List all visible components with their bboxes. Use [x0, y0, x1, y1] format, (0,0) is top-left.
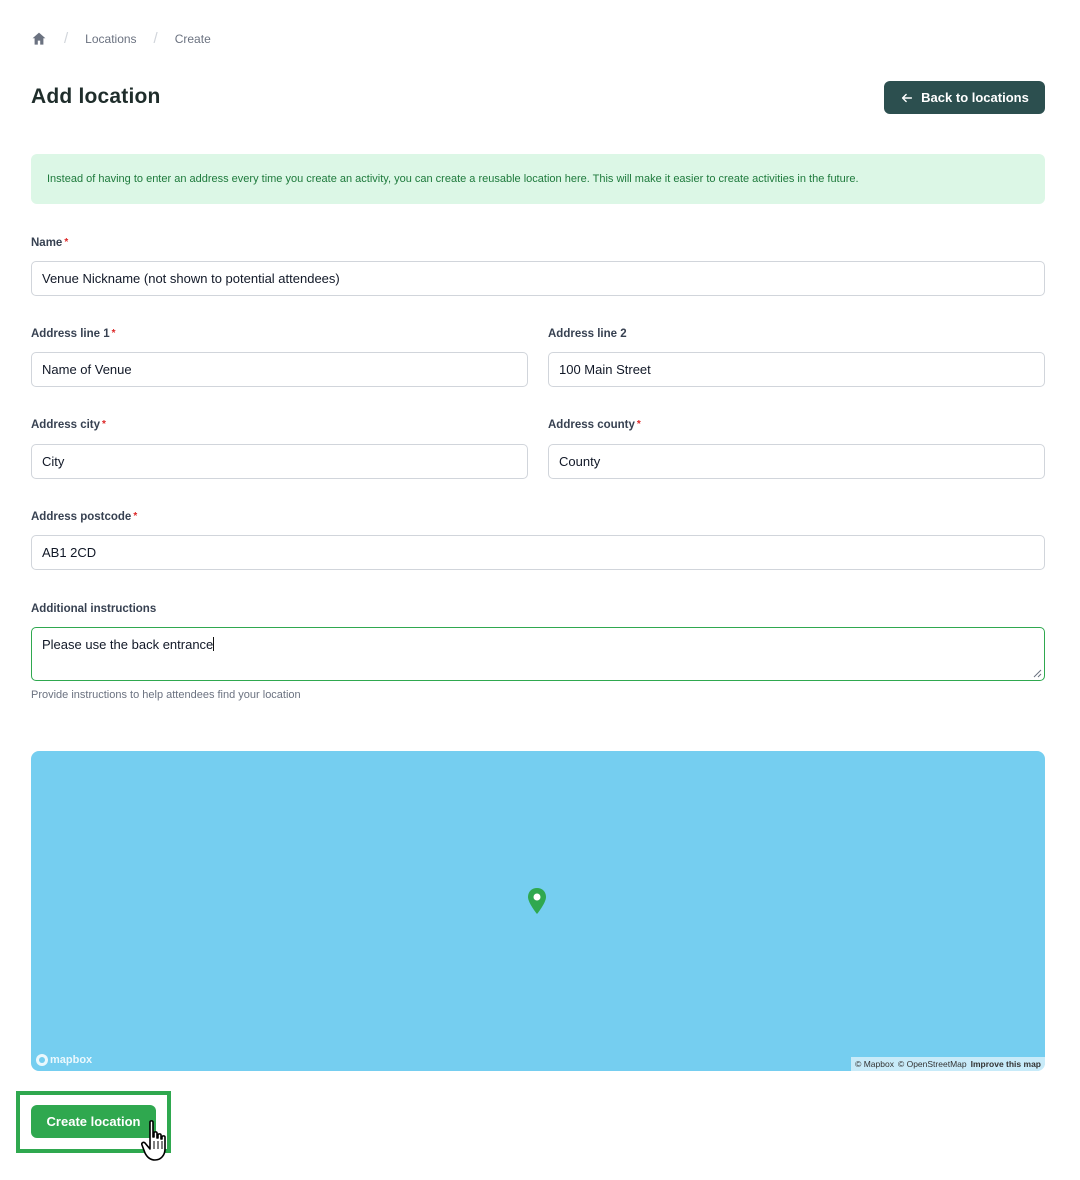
mapbox-logo-icon: [36, 1054, 48, 1066]
required-marker: *: [111, 328, 116, 339]
required-marker: *: [636, 419, 641, 430]
address-postcode-input[interactable]: AB1 2CD: [31, 535, 1045, 570]
additional-instructions-label-text: Additional instructions: [31, 603, 157, 615]
breadcrumb-separator: /: [153, 30, 158, 47]
create-location-button[interactable]: Create location: [31, 1105, 156, 1138]
arrow-left-icon: [900, 91, 914, 105]
name-label: [31, 237, 68, 249]
home-icon[interactable]: [31, 31, 47, 47]
osm-attribution-link[interactable]: © OpenStreetMap: [897, 1059, 967, 1069]
info-banner: Instead of having to enter an address every time you create an activity, you can create a reusable location here. This will make it easier to create activities in the future.: [31, 154, 1045, 204]
address-county-input[interactable]: County: [548, 444, 1045, 479]
address-line-1-label-text: Address line 1: [31, 328, 110, 340]
address-county-label-text: Address county: [548, 419, 635, 431]
mapbox-attribution-link[interactable]: © Mapbox: [855, 1059, 894, 1069]
required-marker: *: [64, 237, 69, 248]
mapbox-logo[interactable]: [36, 1054, 92, 1066]
address-line-2-input[interactable]: 100 Main Street: [548, 352, 1045, 387]
address-line-1-input[interactable]: Name of Venue: [31, 352, 528, 387]
address-city-label: [31, 419, 106, 431]
required-marker: *: [102, 419, 106, 430]
address-line-1-label: [31, 328, 116, 340]
address-postcode-label-text: Address postcode: [31, 511, 132, 523]
breadcrumb-separator: /: [64, 30, 69, 47]
required-marker: *: [133, 511, 138, 522]
additional-instructions-textarea[interactable]: [31, 627, 1045, 681]
address-city-label-text: Address city: [31, 419, 101, 431]
back-to-locations-button[interactable]: [884, 81, 1045, 114]
mapbox-logo-text: mapbox: [50, 1054, 93, 1066]
address-line-2-label: [548, 328, 627, 340]
hand-cursor-icon: [141, 1119, 179, 1165]
map-attribution: [851, 1057, 1045, 1071]
address-postcode-label: [31, 511, 137, 523]
address-line-2-label-text: Address line 2: [548, 328, 627, 340]
back-button-label: Back to locations: [921, 90, 1029, 105]
additional-instructions-label: [31, 603, 156, 615]
name-input[interactable]: Venue Nickname (not shown to potential attendees): [31, 261, 1045, 296]
improve-map-link[interactable]: Improve this map: [970, 1059, 1041, 1069]
text-caret: [213, 637, 214, 651]
page-title: Add location: [31, 85, 161, 108]
name-label-text: Name: [31, 237, 63, 249]
additional-instructions-help: Provide instructions to help attendees find your location: [31, 689, 301, 701]
address-county-label: [548, 419, 641, 431]
resize-handle-icon[interactable]: [1032, 668, 1042, 678]
location-map[interactable]: [31, 751, 1045, 1071]
additional-instructions-value: Please use the back entrance: [42, 637, 214, 652]
breadcrumb-locations[interactable]: Locations: [85, 31, 137, 46]
address-city-input[interactable]: City: [31, 444, 528, 479]
breadcrumb: [31, 30, 211, 47]
map-pin-icon[interactable]: [527, 887, 547, 915]
breadcrumb-create: Create: [174, 31, 211, 46]
